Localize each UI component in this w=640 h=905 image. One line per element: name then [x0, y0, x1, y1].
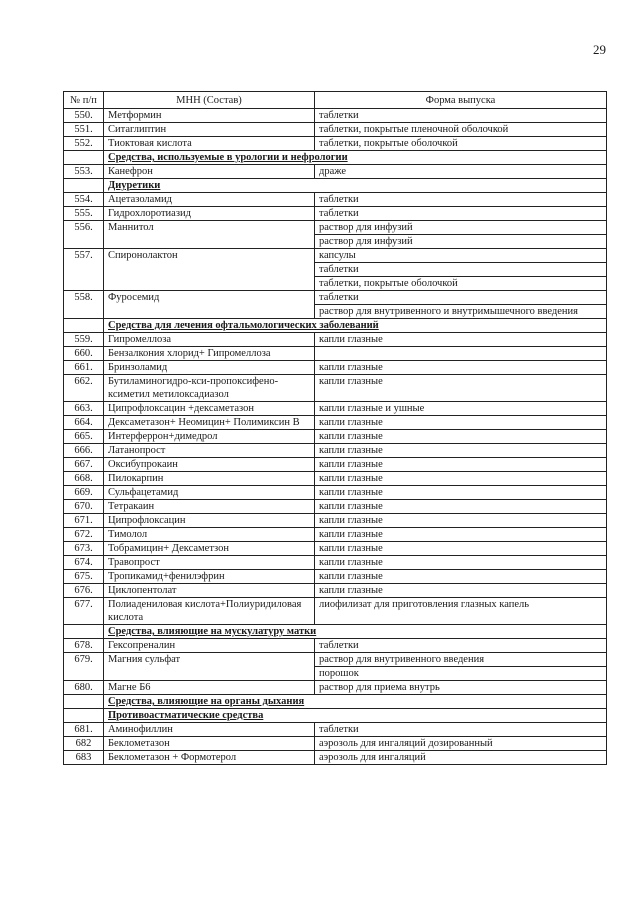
row-number: 680.	[64, 681, 104, 695]
table-row	[64, 291, 607, 319]
release-form: драже	[319, 166, 347, 177]
table-row	[64, 723, 607, 737]
table-row	[64, 542, 607, 556]
table-row	[64, 528, 607, 542]
row-number: 671.	[64, 514, 104, 528]
drug-name: Сульфацетамид	[104, 486, 315, 500]
table-row	[64, 570, 607, 584]
table-body	[64, 109, 607, 765]
row-number: 678.	[64, 639, 104, 653]
release-form-cell	[315, 361, 607, 375]
row-number: 677.	[64, 598, 104, 625]
row-number: 670.	[64, 500, 104, 514]
section-title: Средства, используемые в урологии и нефрологии	[104, 151, 607, 165]
release-form-cell	[315, 109, 607, 123]
table-row	[64, 472, 607, 486]
table-row	[64, 458, 607, 472]
header-name: МНН (Состав)	[104, 92, 315, 109]
release-form	[315, 347, 606, 360]
table-row	[64, 653, 607, 681]
release-form-cell	[315, 584, 607, 598]
release-form: капли глазные	[319, 501, 383, 512]
release-form-cell	[315, 528, 607, 542]
release-form: капли глазные	[319, 334, 383, 345]
release-form: капли глазные	[319, 362, 383, 373]
table-row	[64, 123, 607, 137]
row-number: 675.	[64, 570, 104, 584]
row-number: 550.	[64, 109, 104, 123]
release-form: таблетки	[319, 208, 359, 219]
release-form-cell	[315, 375, 607, 402]
release-form: капли глазные	[319, 487, 383, 498]
release-form: капли глазные	[319, 515, 383, 526]
drug-name: Циклопентолат	[104, 584, 315, 598]
release-form: капсулы	[315, 249, 606, 263]
release-form-cell	[315, 542, 607, 556]
release-form: капли глазные	[319, 571, 383, 582]
row-number: 661.	[64, 361, 104, 375]
release-form: капли глазные	[319, 557, 383, 568]
release-form-cell	[315, 598, 607, 625]
drug-name: Тропикамид+фенилэфрин	[104, 570, 315, 584]
release-form-cell	[315, 444, 607, 458]
section-title: Средства, влияющие на мускулатуру матки	[104, 625, 607, 639]
release-form-cell	[315, 207, 607, 221]
section-number-cell	[64, 625, 104, 639]
drug-name: Фуросемид	[104, 291, 315, 319]
release-form-cell	[315, 472, 607, 486]
row-number: 664.	[64, 416, 104, 430]
drug-name: Магния сульфат	[104, 653, 315, 681]
row-number: 553.	[64, 165, 104, 179]
table-row	[64, 333, 607, 347]
table-row	[64, 681, 607, 695]
release-form: капли глазные и ушные	[319, 403, 425, 414]
release-form: таблетки	[319, 640, 359, 651]
row-number: 681.	[64, 723, 104, 737]
drug-name: Оксибупрокаин	[104, 458, 315, 472]
release-form: таблетки	[315, 263, 606, 277]
page-number: 29	[593, 42, 606, 57]
drug-name: Тетракаин	[104, 500, 315, 514]
header-number: № п/п	[64, 92, 104, 109]
section-row	[64, 179, 607, 193]
row-number: 663.	[64, 402, 104, 416]
release-form: раствор для внутривенного введения	[315, 653, 606, 667]
table-row	[64, 221, 607, 249]
drug-name: Маннитол	[104, 221, 315, 249]
drug-name: Ципрофлоксацин +дексаметазон	[104, 402, 315, 416]
table-row	[64, 639, 607, 653]
release-form: порошок	[319, 668, 359, 679]
section-row	[64, 151, 607, 165]
release-form-cell	[315, 333, 607, 347]
table-row	[64, 165, 607, 179]
table-row	[64, 500, 607, 514]
release-form: капли глазные	[319, 417, 383, 428]
drug-name: Гидрохлоротиазид	[104, 207, 315, 221]
table-row	[64, 109, 607, 123]
section-number-cell	[64, 319, 104, 333]
row-number: 556.	[64, 221, 104, 249]
drug-name: Ацетазоламид	[104, 193, 315, 207]
release-form-cell	[315, 556, 607, 570]
table-row	[64, 137, 607, 151]
drug-name: Аминофиллин	[104, 723, 315, 737]
section-number-cell	[64, 151, 104, 165]
row-number: 559.	[64, 333, 104, 347]
drug-name: Пилокарпин	[104, 472, 315, 486]
drug-name: Ципрофлоксацин	[104, 514, 315, 528]
table-row	[64, 444, 607, 458]
row-number: 554.	[64, 193, 104, 207]
release-form-cell	[315, 458, 607, 472]
drug-name: Ситаглиптин	[104, 123, 315, 137]
row-number: 679.	[64, 653, 104, 681]
release-form: таблетки, покрытые пленочной оболочкой	[319, 124, 509, 135]
row-number: 674.	[64, 556, 104, 570]
section-title: Противоастматические средства	[104, 709, 607, 723]
section-title: Средства для лечения офтальмологических заболеваний	[104, 319, 607, 333]
row-number: 673.	[64, 542, 104, 556]
release-form-cell	[315, 347, 607, 361]
drug-name: Дексаметазон+ Неомицин+ Полимиксин В	[104, 416, 315, 430]
release-form: таблетки	[315, 291, 606, 305]
release-form: капли глазные	[319, 473, 383, 484]
drug-name: Тобрамицин+ Дексаметзон	[104, 542, 315, 556]
release-form: таблетки	[319, 194, 359, 205]
table-row	[64, 375, 607, 402]
row-number: 667.	[64, 458, 104, 472]
table-row	[64, 598, 607, 625]
row-number: 672.	[64, 528, 104, 542]
drug-name: Тимолол	[104, 528, 315, 542]
drug-name: Спиронолактон	[104, 249, 315, 291]
release-form: капли глазные	[319, 585, 383, 596]
release-form: раствор для инфузий	[315, 221, 606, 235]
drug-name: Бутиламиногидро-кси-пропоксифено-ксиметил метилоксадиазол	[104, 375, 315, 402]
drug-name: Метформин	[104, 109, 315, 123]
row-number: 676.	[64, 584, 104, 598]
row-number: 665.	[64, 430, 104, 444]
section-number-cell	[64, 179, 104, 193]
section-title: Средства, влияющие на органы дыхания	[104, 695, 607, 709]
release-form-cell	[315, 193, 607, 207]
release-form: раствор для приема внутрь	[319, 682, 440, 693]
release-form-cell	[315, 430, 607, 444]
release-form: капли глазные	[319, 431, 383, 442]
release-form-cell	[315, 681, 607, 695]
release-form: аэрозоль для ингаляций дозированный	[319, 738, 493, 749]
table-row	[64, 361, 607, 375]
release-form-cell	[315, 737, 607, 751]
release-form: таблетки, покрытые оболочкой	[319, 138, 458, 149]
table-row	[64, 751, 607, 765]
release-form-cell	[315, 123, 607, 137]
section-number-cell	[64, 709, 104, 723]
drug-name: Травопрост	[104, 556, 315, 570]
release-form-cell	[315, 486, 607, 500]
section-row	[64, 319, 607, 333]
table-row	[64, 249, 607, 291]
release-form: таблетки	[319, 110, 359, 121]
release-form-cell	[315, 500, 607, 514]
row-number: 666.	[64, 444, 104, 458]
release-form-cell	[315, 514, 607, 528]
release-form: таблетки, покрытые оболочкой	[319, 278, 458, 289]
section-number-cell	[64, 695, 104, 709]
table-row	[64, 430, 607, 444]
table-header-row	[64, 92, 607, 109]
drug-name: Беклометазон	[104, 737, 315, 751]
table-row	[64, 486, 607, 500]
release-form: капли глазные	[319, 543, 383, 554]
release-form: лиофилизат для приготовления глазных капель	[319, 599, 530, 610]
table-row	[64, 514, 607, 528]
drug-name: Беклометазон + Формотерол	[104, 751, 315, 765]
drug-name: Латанопрост	[104, 444, 315, 458]
release-form-cell	[315, 402, 607, 416]
release-form: раствор для инфузий	[319, 236, 413, 247]
table-row	[64, 402, 607, 416]
table-row	[64, 207, 607, 221]
drug-name: Бензалкония хлорид+ Гипромеллоза	[104, 347, 315, 361]
release-form: таблетки	[319, 724, 359, 735]
row-number: 552.	[64, 137, 104, 151]
release-form: капли глазные	[319, 445, 383, 456]
release-form: аэрозоль для ингаляций	[319, 752, 426, 763]
drug-name: Бринзоламид	[104, 361, 315, 375]
row-number: 557.	[64, 249, 104, 291]
row-number: 682	[64, 737, 104, 751]
table-row	[64, 193, 607, 207]
table-row	[64, 584, 607, 598]
release-form-cell	[315, 639, 607, 653]
drug-name: Интерферрон+димедрол	[104, 430, 315, 444]
release-form-cell	[315, 570, 607, 584]
section-row	[64, 625, 607, 639]
release-form-cell	[315, 416, 607, 430]
row-number: 551.	[64, 123, 104, 137]
table-row	[64, 556, 607, 570]
drug-name: Гипромеллоза	[104, 333, 315, 347]
release-form-cell	[315, 165, 607, 179]
release-form: капли глазные	[319, 376, 383, 387]
release-form-cell	[315, 723, 607, 737]
drug-name: Магне Б6	[104, 681, 315, 695]
release-form: раствор для внутривенного и внутримышечного введения	[319, 306, 578, 317]
drug-name: Тиоктовая кислота	[104, 137, 315, 151]
table-row	[64, 416, 607, 430]
release-form-cell	[315, 751, 607, 765]
section-row	[64, 709, 607, 723]
section-row	[64, 695, 607, 709]
table-row	[64, 737, 607, 751]
drug-name: Канефрон	[104, 165, 315, 179]
release-form-cell	[315, 291, 607, 319]
row-number: 669.	[64, 486, 104, 500]
release-form-cell	[315, 249, 607, 291]
row-number: 555.	[64, 207, 104, 221]
header-form: Форма выпуска	[315, 92, 607, 109]
row-number: 660.	[64, 347, 104, 361]
table-row	[64, 347, 607, 361]
release-form: капли глазные	[319, 459, 383, 470]
release-form-cell	[315, 653, 607, 681]
row-number: 668.	[64, 472, 104, 486]
drug-name: Полиадениловая кислота+Полиуридиловая кислота	[104, 598, 315, 625]
release-form: капли глазные	[319, 529, 383, 540]
row-number: 683	[64, 751, 104, 765]
drug-table	[63, 91, 607, 765]
drug-name: Гексопреналин	[104, 639, 315, 653]
row-number: 662.	[64, 375, 104, 402]
section-title: Диуретики	[104, 179, 607, 193]
row-number: 558.	[64, 291, 104, 319]
release-form-cell	[315, 221, 607, 249]
release-form-cell	[315, 137, 607, 151]
